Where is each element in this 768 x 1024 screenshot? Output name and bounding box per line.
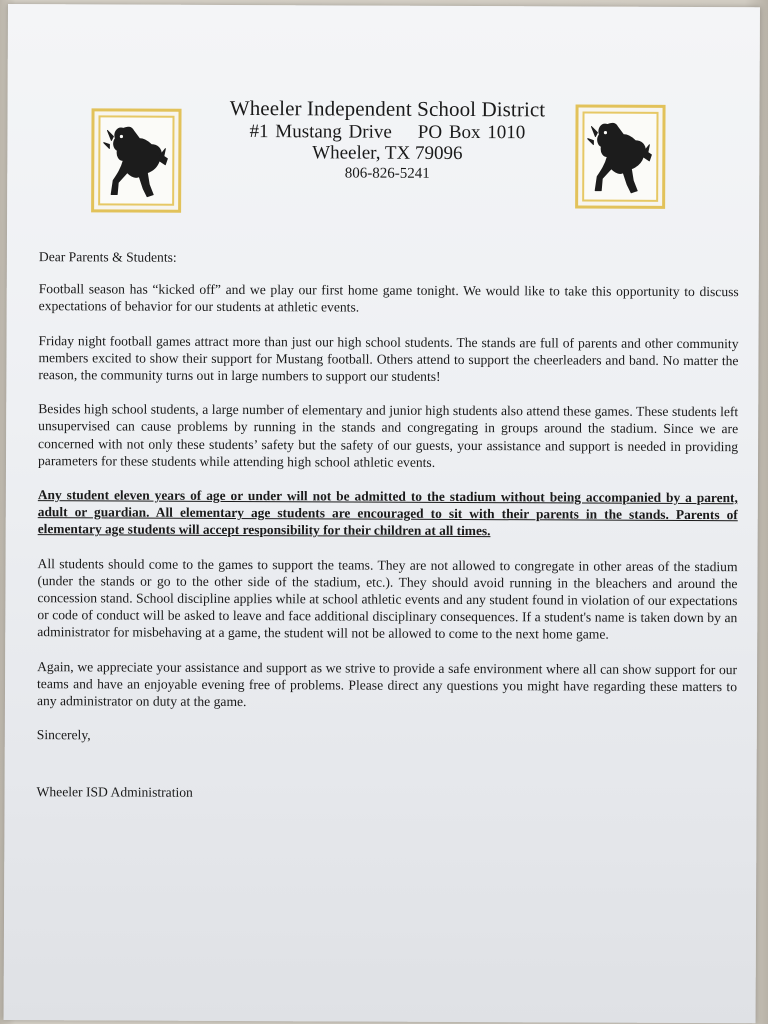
greeting: Dear Parents & Students:	[38, 249, 177, 265]
logo-frame-left	[91, 108, 181, 212]
district-name: Wheeler Independent School District	[229, 95, 546, 122]
mustang-logo-icon	[587, 115, 653, 199]
closing: Sincerely,	[36, 727, 91, 743]
city-state-zip: Wheeler, TX 79096	[312, 142, 463, 164]
signature: Wheeler ISD Administration	[36, 784, 193, 801]
paragraph-younger-students: Besides high school students, a large number of elementary and junior high students also attend these games. These students left unsupervised can cause problems by running in the stands and congregating in groups around the stadium. Since we are concerned with not only these students’ safety but the safety of our guests, your assistance and support is needed in providing parameters for these students while attending high school athletic events.	[37, 401, 739, 470]
street-address: #1 Mustang Drive	[249, 120, 392, 143]
phone-number: 806-826-5241	[344, 165, 430, 182]
po-box: PO Box 1010	[417, 121, 526, 143]
paragraph-attendance: Friday night football games attract more than just our high school students. The stands are full of parents and other community members excited to show their support for Mustang football. Others attend to support the cheerleaders and band. No matter the reason, the community turns out in large numbers to support our students!	[38, 332, 739, 384]
paragraph-appreciation: Again, we appreciate your assistance and support as we strive to provide a safe environment where all can show support for our teams and have an enjoyable evening free of problems. Please direct any questions you might have regarding these matters to any administrator on duty at the game.	[36, 658, 738, 710]
paragraph-conduct-rules: All students should come to the games to support the teams. They are not allowed to congregate in other areas of the stadium (under the stands or go to the other side of the stadium, etc.). They should avoid running in the bleachers and around the concession stand. School discipline applies while at school athletic events and any student found in violation of our expectations or code of conduct will be asked to leave and face additional disciplinary consequences. If a student's name is taken down by an administrator for misbehaving at a game, the student will not be allowed to come to the next home game.	[37, 555, 738, 643]
letterhead	[187, 97, 587, 184]
letter-page	[4, 4, 760, 1023]
mustang-logo-icon	[103, 118, 169, 202]
logo-frame-right	[575, 104, 665, 208]
paragraph-admission-policy: Any student eleven years of age or under will not be admitted to the stadium without being accompanied by a parent, adult or guardian. All elementary age students are encouraged to sit with their parents in the stands. Parents of elementary age students will accept responsibility for their children at all times.	[37, 487, 738, 539]
address-line	[187, 120, 587, 143]
letter-body	[36, 248, 738, 821]
paragraph-intro: Football season has “kicked off” and we play our first home game tonight. We would like to take this opportunity to discuss expectations of behavior for our students at athletic events.	[38, 281, 739, 315]
